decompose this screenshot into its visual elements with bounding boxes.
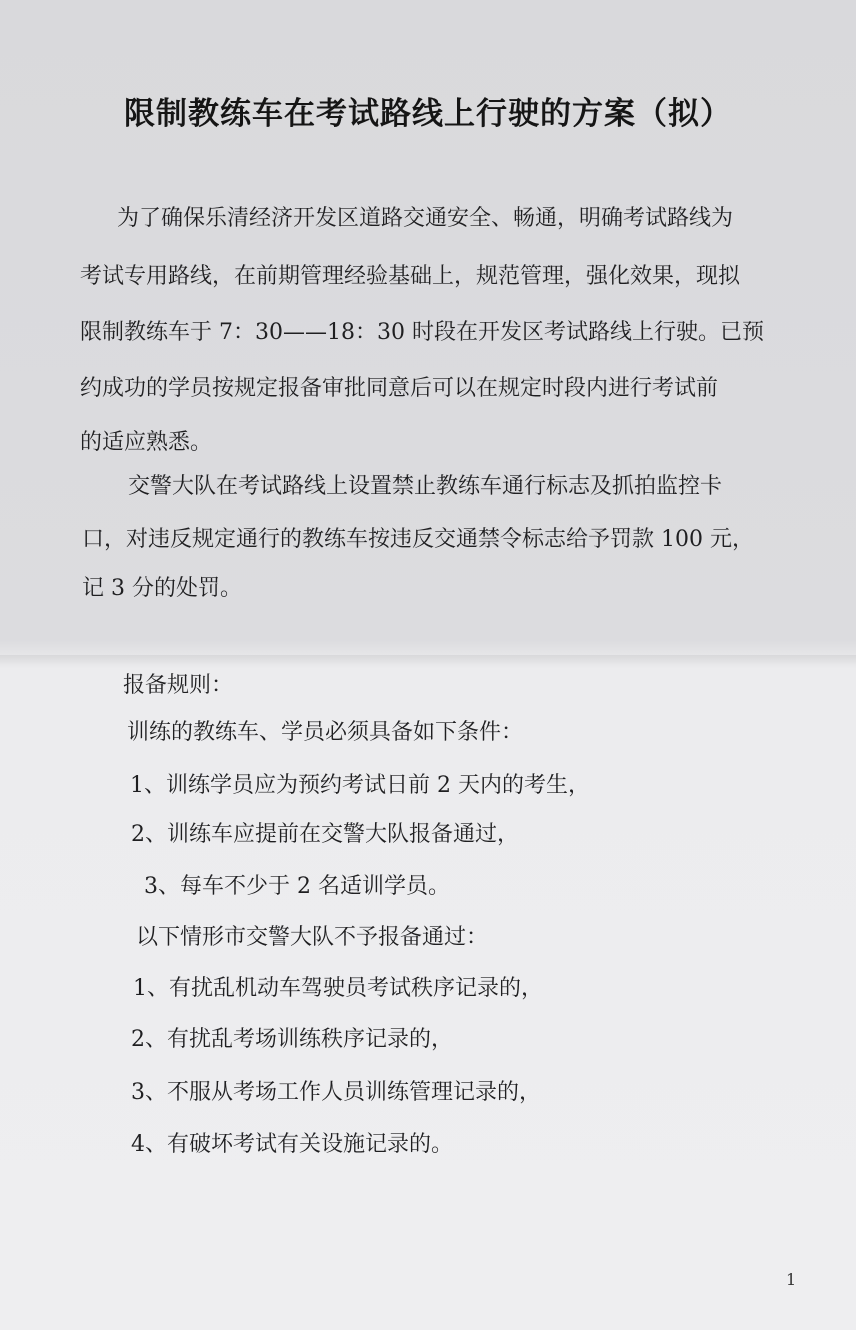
paragraph2-line: 口，对违反规定通行的教练车按违反交通禁令标志给予罚款 100 元，	[82, 527, 754, 552]
rejection-item: 4、有破坏考试有关设施记录的。	[131, 1132, 453, 1157]
rejection-item: 1、有扰乱机动车驾驶员考试秩序记录的，	[133, 976, 543, 1001]
conditions-intro: 训练的教练车、学员必须具备如下条件：	[127, 720, 524, 745]
paragraph2-line: 交警大队在考试路线上设置禁止教练车通行标志及抓拍监控卡	[128, 474, 723, 499]
paragraph1-line: 为了确保乐清经济开发区道路交通安全、畅通，明确考试路线为	[117, 206, 734, 231]
condition-item: 2、训练车应提前在交警大队报备通过，	[131, 822, 519, 847]
page-number: 1	[786, 1270, 797, 1289]
condition-item: 1、训练学员应为预约考试日前 2 天内的考生，	[130, 773, 590, 798]
rejections-intro: 以下情形市交警大队不予报备通过：	[136, 925, 489, 950]
rejection-item: 3、不服从考场工作人员训练管理记录的，	[131, 1080, 541, 1105]
condition-item: 3、每车不少于 2 名适训学员。	[144, 874, 450, 899]
paragraph1-line: 考试专用路线，在前期管理经验基础上，规范管理，强化效果，现拟	[80, 264, 741, 289]
paragraph1-line: 的适应熟悉。	[80, 430, 213, 455]
paragraph1-line: 约成功的学员按规定报备审批同意后可以在规定时段内进行考试前	[80, 376, 719, 401]
paper-fold-shadow	[0, 655, 856, 669]
filing-rules-heading: 报备规则：	[123, 673, 234, 698]
document-title: 限制教练车在考试路线上行驶的方案（拟）	[124, 96, 732, 132]
rejection-item: 2、有扰乱考场训练秩序记录的，	[131, 1027, 453, 1052]
paragraph2-line: 记 3 分的处罚。	[82, 576, 242, 601]
paragraph1-line: 限制教练车于 7：30——18：30 时段在开发区考试路线上行驶。已预	[80, 320, 764, 345]
